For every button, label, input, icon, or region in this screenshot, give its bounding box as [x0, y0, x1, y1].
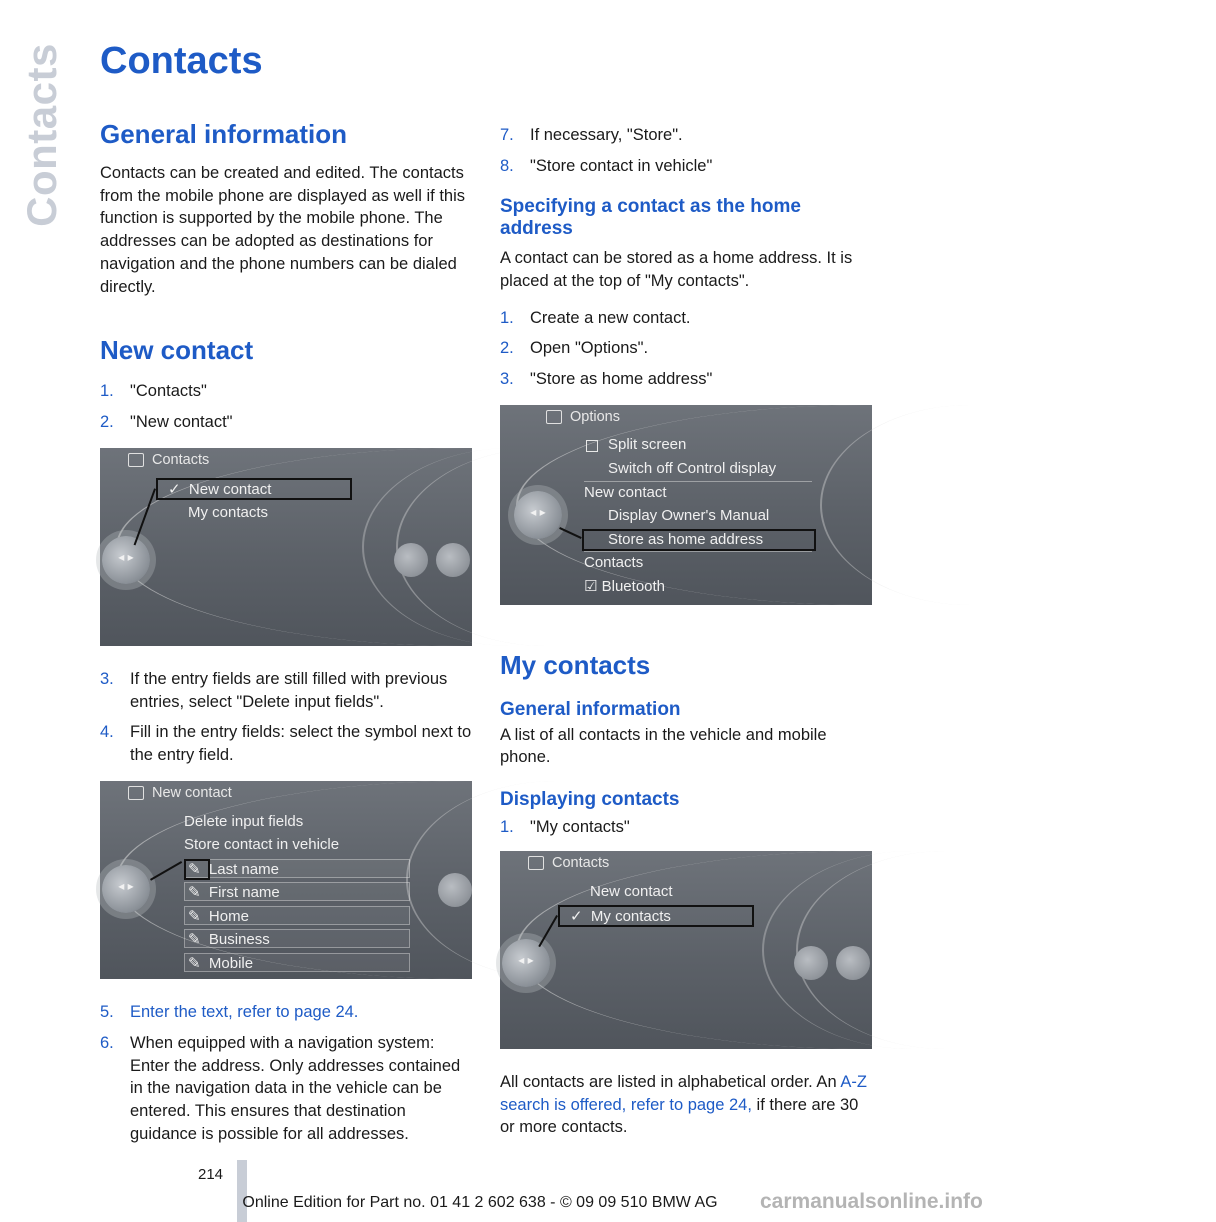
list-item: 6. When equipped with a navigation system: Enter the address. Only addresses contained in the navigation data in the vehicle can be entered. This ensures that destination guidance is possible for all addresses.	[100, 1033, 461, 1143]
online-edition-note: Online Edition for Part no. 01 41 2 602 638 - © 09 09 510 BMW AG	[242, 1194, 718, 1211]
menu-item-split-screen: Split screen	[608, 435, 687, 453]
contacts-icon	[528, 856, 544, 870]
notes-icon	[394, 543, 428, 577]
list-item: 7. If necessary, "Store".	[500, 126, 683, 144]
left-column	[100, 120, 472, 1158]
menu-item-new-contact: ✓ New contact	[168, 480, 272, 498]
screenshot-contacts-new	[100, 448, 472, 646]
menu-item-my-contacts: ✓ My contacts	[570, 907, 671, 925]
menu-item-bluetooth: ☑ Bluetooth	[584, 577, 666, 595]
page-title: Contacts	[100, 40, 263, 82]
screen-title-bar: Contacts	[500, 851, 872, 875]
edit-icon	[128, 786, 144, 800]
field-home: ✎ Home	[188, 907, 249, 925]
menu-item-contacts: Contacts	[584, 553, 644, 571]
menu-item-store-home: Store as home address	[608, 530, 764, 548]
side-tab-label: Contacts	[18, 43, 65, 227]
field-business: ✎ Business	[188, 930, 270, 948]
store-steps	[500, 124, 872, 178]
screenshot-options	[500, 405, 872, 605]
list-item: 5. Enter the text, refer to page 24.	[100, 1002, 359, 1021]
watermark: carmanualsonline.info	[760, 1190, 983, 1213]
options-icon	[546, 410, 562, 424]
field-first-name: ✎ First name	[188, 883, 280, 901]
footer-rule	[237, 1160, 247, 1222]
controller-knob-icon	[502, 939, 550, 987]
home-address-heading: Specifying a contact as the home address	[500, 195, 801, 240]
general-info-para: Contacts can be created and edited. The contacts from the mobile phone are displayed as well if this function is supported by the mobile phone. The addresses can be adopted as destinations for navigation and the phone numbers can be dialed directly.	[100, 163, 466, 296]
side-tab	[14, 40, 70, 230]
notes-icon	[794, 946, 828, 980]
field-last-name: ✎ Last name	[188, 860, 279, 878]
new-contact-steps-c	[100, 1001, 472, 1146]
screenshot-new-contact	[100, 781, 472, 979]
new-contact-steps-b	[100, 668, 472, 767]
screen-title-bar: Contacts	[100, 448, 472, 472]
field-mobile: ✎ Mobile	[188, 954, 254, 972]
new-contact-steps-a	[100, 380, 472, 434]
menu-item-store-contact: Store contact in vehicle	[184, 835, 340, 853]
screen-title-bar: Options	[500, 405, 872, 429]
menu-item-switch-off-display: Switch off Control display	[608, 459, 777, 477]
list-item: 4. Fill in the entry fields: select the symbol next to the entry field.	[100, 723, 472, 765]
highlight-box	[156, 478, 352, 500]
general-info-heading: General information	[100, 119, 348, 149]
menu-item-new-contact: New contact	[584, 483, 667, 501]
highlight-box	[558, 905, 754, 927]
my-contacts-general-para: A list of all contacts in the vehicle and mobile phone.	[500, 725, 827, 767]
screenshot-my-contacts	[500, 851, 872, 1049]
menu-item-delete-input: Delete input fields	[184, 812, 304, 830]
menu-item-owners-manual: Display Owner's Manual	[608, 506, 770, 524]
menu-item-new-contact: New contact	[590, 882, 673, 900]
media-icon	[836, 946, 870, 980]
list-item: 2. Open "Options".	[500, 339, 649, 358]
media-icon	[436, 543, 470, 577]
displaying-steps	[500, 816, 872, 839]
highlight-box	[184, 859, 210, 880]
displaying-contacts-heading: Displaying contacts	[500, 789, 680, 811]
page-number: 214	[198, 1166, 224, 1183]
highlight-box	[582, 529, 816, 551]
list-item: 3. If the entry fields are still filled with previous entries, select "Delete input fields".	[100, 669, 448, 711]
menu-item-my-contacts: My contacts	[188, 503, 269, 521]
my-contacts-general-heading: General information	[500, 698, 681, 720]
my-contacts-heading: My contacts	[500, 649, 651, 680]
controller-knob-icon	[102, 865, 150, 913]
home-address-para: A contact can be stored as a home address. It is placed at the top of "My contacts".	[500, 249, 853, 290]
contacts-icon	[128, 453, 144, 467]
my-contacts-para: All contacts are listed in alphabetical order. An A-Z search is offered, refer to page 24, if there are 30 or more contacts.	[500, 1072, 867, 1137]
list-item: 1. Create a new contact.	[500, 308, 691, 327]
new-contact-heading: New contact	[100, 335, 254, 366]
list-item: 8. "Store contact in vehicle"	[500, 156, 713, 175]
screen-title-bar: New contact	[100, 781, 472, 805]
list-item: 1. "My contacts"	[500, 817, 630, 836]
az-search-link[interactable]: A-Z search is offered, refer to page 24,	[500, 1072, 867, 1114]
add-icon	[438, 873, 472, 907]
home-address-steps	[500, 307, 872, 391]
list-item: 1. "Contacts"	[100, 382, 207, 401]
controller-knob-icon	[514, 491, 562, 539]
right-column	[500, 124, 872, 1153]
list-item: 2. "New contact"	[100, 413, 233, 432]
list-item: 3. "Store as home address"	[500, 370, 713, 389]
controller-knob-icon	[102, 536, 150, 584]
